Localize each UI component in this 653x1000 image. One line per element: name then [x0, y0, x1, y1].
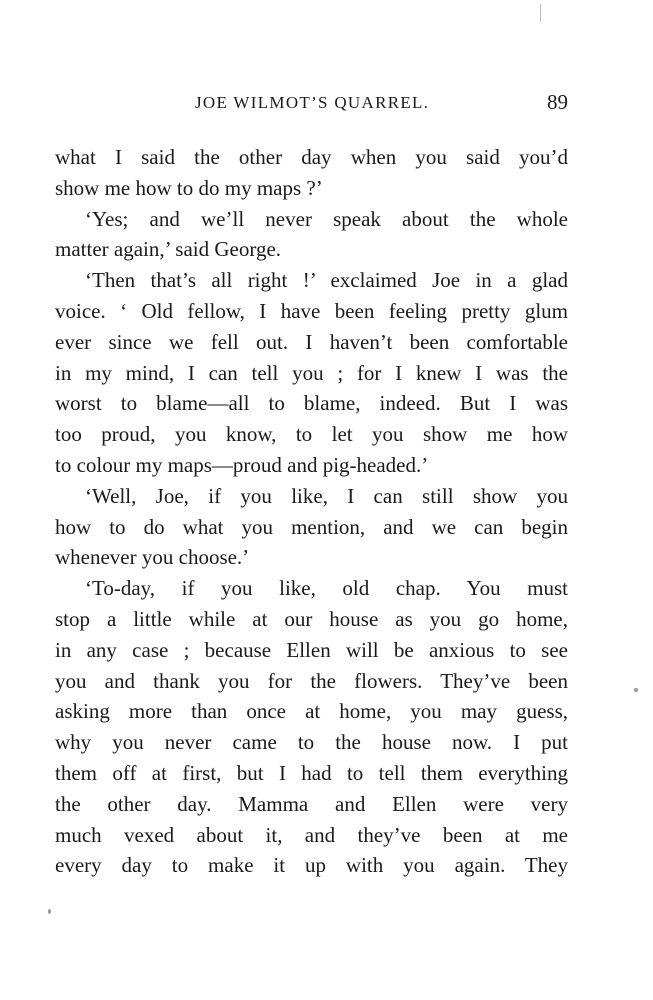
text-line: every day to make it up with you again. They	[55, 853, 568, 878]
page-header	[55, 90, 568, 123]
text-line: stop a little while at our house as you go home,	[55, 606, 568, 631]
text-line: ‘Then that’s all right !’ exclaimed Joe in a glad	[85, 268, 568, 293]
text-line: how to do what you mention, and we can begin	[55, 514, 568, 539]
text-line: ‘To-day, if you like, old chap. You must	[85, 576, 568, 601]
text-line: to colour my maps—proud and pig-headed.’	[55, 452, 429, 477]
text-line: voice. ‘ Old fellow, I have been feeling pretty glum	[55, 298, 568, 323]
paper-speck	[540, 4, 541, 22]
body-text	[55, 142, 568, 881]
text-line: much vexed about it, and they’ve been at me	[55, 822, 568, 847]
text-line: too proud, you know, to let you show me how	[55, 422, 568, 447]
text-line: ‘Well, Joe, if you like, I can still show you	[85, 483, 568, 508]
running-head: JOE WILMOT’S QUARREL.	[195, 93, 430, 112]
text-line: ‘Yes; and we’ll never speak about the whole	[85, 206, 568, 231]
text-line: asking more than once at home, you may guess,	[55, 699, 568, 724]
text-line: why you never came to the house now. I put	[55, 730, 568, 755]
text-line: you and thank you for the flowers. They’ve been	[55, 668, 568, 693]
paper-speck	[48, 909, 51, 914]
page-number: 89	[547, 90, 568, 114]
paper-speck	[634, 688, 638, 692]
text-line: show me how to do my maps ?’	[55, 175, 323, 200]
text-line: worst to blame—all to blame, indeed. But I was	[55, 391, 568, 416]
text-line: them off at first, but I had to tell them everything	[55, 760, 568, 785]
text-line: in my mind, I can tell you ; for I knew I was the	[55, 360, 568, 385]
text-line: in any case ; because Ellen will be anxious to see	[55, 637, 568, 662]
text-line: whenever you choose.’	[55, 545, 250, 570]
text-line: what I said the other day when you said you’d	[55, 145, 568, 169]
text-line: ever since we fell out. I haven’t been comfortable	[55, 329, 568, 354]
text-line: the other day. Mamma and Ellen were very	[55, 791, 568, 816]
text-line: matter again,’ said George.	[55, 237, 282, 262]
